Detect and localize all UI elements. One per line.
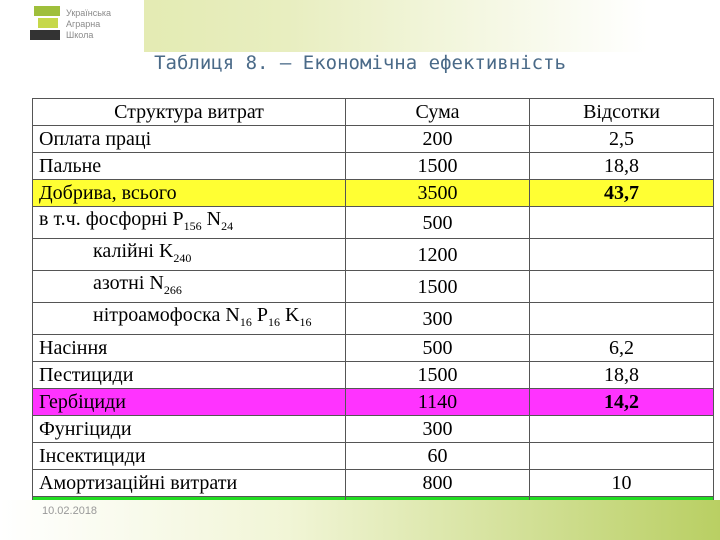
row-label: Амортизаційні витрати: [33, 470, 346, 497]
table-row: [33, 271, 714, 303]
row-sum: 1200: [346, 239, 530, 271]
table-row: [33, 362, 714, 389]
table-row: [33, 153, 714, 180]
row-sum: 500: [346, 207, 530, 239]
row-sum: 300: [346, 416, 530, 443]
footer-band: [0, 500, 720, 540]
row-percent: 43,7: [530, 180, 714, 207]
row-label: Фунгіциди: [33, 416, 346, 443]
row-percent: [530, 416, 714, 443]
header-percent: Відсотки: [530, 99, 714, 126]
logo-line-2: Аграрна: [66, 19, 101, 29]
logo-line-3: Школа: [66, 30, 94, 40]
table-row-fertilizer: [33, 180, 714, 207]
row-sum: 1140: [346, 389, 530, 416]
row-label: Пестициди: [33, 362, 346, 389]
row-sum: 300: [346, 303, 530, 335]
logo-line-1: Українська: [66, 8, 112, 18]
row-sum: 500: [346, 335, 530, 362]
table-row: [33, 303, 714, 335]
logo: [0, 0, 144, 52]
table-row: [33, 239, 714, 271]
row-sum: 1500: [346, 153, 530, 180]
row-sum: 1500: [346, 271, 530, 303]
page-title: Таблиця 8. – Економічна ефективність: [154, 52, 566, 74]
row-label: Гербіциди: [33, 389, 346, 416]
table-row: [33, 470, 714, 497]
row-percent: [530, 271, 714, 303]
row-label: Оплата праці: [33, 126, 346, 153]
row-label: Добрива, всього: [33, 180, 346, 207]
row-percent: 14,2: [530, 389, 714, 416]
row-percent: [530, 443, 714, 470]
row-percent: 18,8: [530, 153, 714, 180]
logo-text: [66, 8, 111, 41]
logo-square-icon: [30, 30, 60, 40]
row-label: нітроамофоска $N_{16}$ $P_{16}$ $K_{16}$: [33, 303, 346, 335]
logo-square-icon: [34, 6, 60, 16]
row-percent: [530, 207, 714, 239]
row-percent: 10: [530, 470, 714, 497]
row-sum: 200: [346, 126, 530, 153]
logo-square-icon: [38, 18, 58, 28]
row-sum: 60: [346, 443, 530, 470]
row-sum: 1500: [346, 362, 530, 389]
row-sum: 3500: [346, 180, 530, 207]
row-label: Пальне: [33, 153, 346, 180]
table-row: [33, 207, 714, 239]
row-label: Інсектициди: [33, 443, 346, 470]
row-percent: 18,8: [530, 362, 714, 389]
row-percent: 6,2: [530, 335, 714, 362]
row-percent: [530, 303, 714, 335]
table-header-row: [33, 99, 714, 126]
row-label: в т.ч. фосфорні $P_{156}$ $N_{24}$: [33, 207, 346, 239]
row-label: Насіння: [33, 335, 346, 362]
row-percent: [530, 239, 714, 271]
table-row: [33, 416, 714, 443]
table-row-herbicides: [33, 389, 714, 416]
row-label: калійні $K_{240}$: [33, 239, 346, 271]
slide-date: 10.02.2018: [42, 505, 98, 517]
header-sum: Сума: [346, 99, 530, 126]
header-structure: Структура витрат: [33, 99, 346, 126]
table-row: [33, 335, 714, 362]
table-row: [33, 126, 714, 153]
row-label: азотні $N_{266}$: [33, 271, 346, 303]
row-percent: 2,5: [530, 126, 714, 153]
table-row: [33, 443, 714, 470]
cost-table: [32, 98, 714, 524]
row-sum: 800: [346, 470, 530, 497]
